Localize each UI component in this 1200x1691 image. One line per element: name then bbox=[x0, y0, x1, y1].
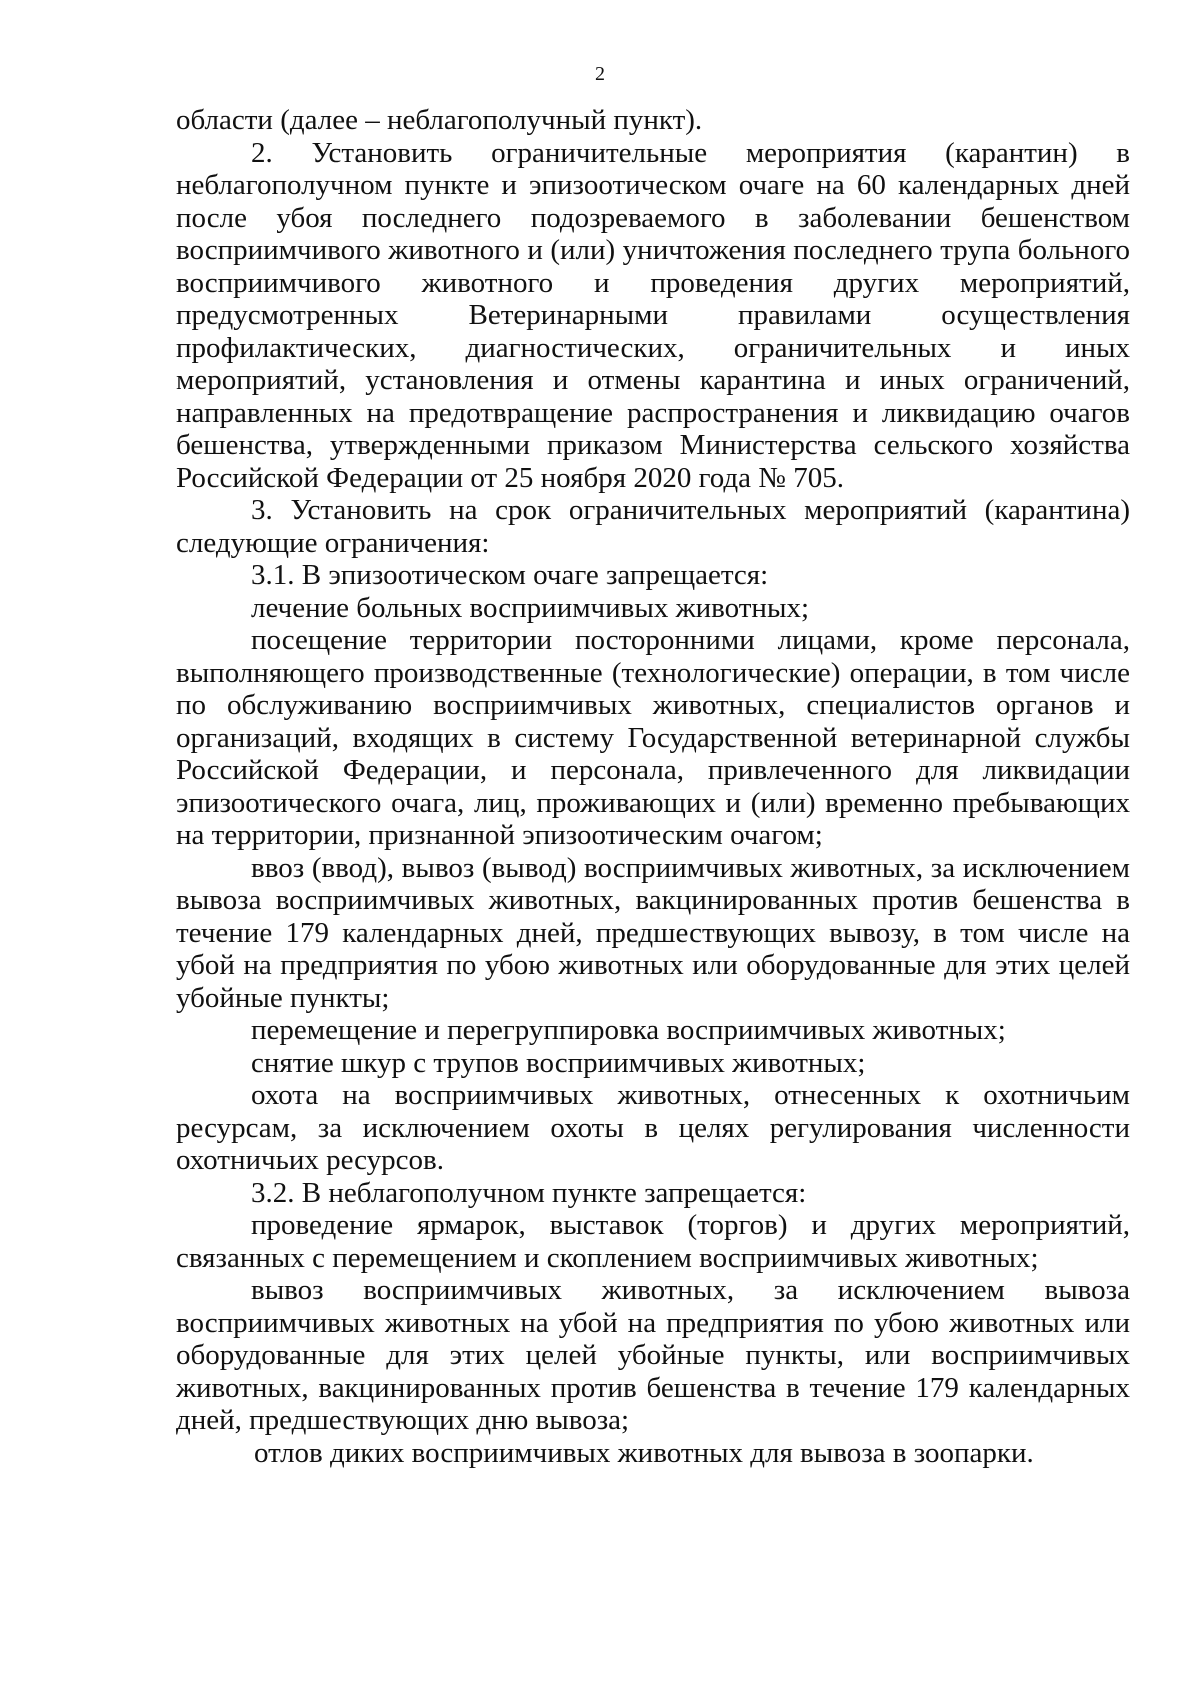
paragraph-restriction: снятие шкур с трупов восприимчивых животных; bbox=[251, 1046, 866, 1079]
paragraph-item-3-1-heading: 3.1. В эпизоотическом очаге запрещается: bbox=[251, 559, 769, 591]
paragraph-restriction: перемещение и перегруппировка восприимчивых животных; bbox=[251, 1014, 1006, 1046]
page-number: 2 bbox=[595, 63, 605, 85]
paragraph-restriction: лечение больных восприимчивых животных; bbox=[251, 591, 809, 624]
paragraph-item-3-2-heading: 3.2. В неблагополучном пункте запрещается: bbox=[251, 1176, 807, 1209]
paragraph-restriction: посещение территории посторонними лицами, кроме персонала, выполняющего производственные (технологические) операции, в том числе по обслуживанию восприимчивых животных, специалистов органов и организаций, входящих в систему Государственной ветеринарной службы Российской Федерации, и персонала, привлеченного для ликвидации эпизоотического очага, лиц, проживающих и (или) временно пребывающих на территории, признанной эпизоотическим очагом; bbox=[176, 624, 1130, 851]
paragraph-restriction: проведение ярмарок, выставок (торгов) и других мероприятий, связанных с перемещением и скоплением восприимчивых животных; bbox=[176, 1209, 1130, 1274]
paragraph-restriction: охота на восприимчивых животных, отнесенных к охотничьим ресурсам, за исключением охоты в целях регулирования численности охотничьих ресурсов. bbox=[176, 1079, 1130, 1176]
paragraph-continuation: области (далее – неблагополучный пункт). bbox=[176, 104, 703, 136]
paragraph-restriction: отлов диких восприимчивых животных для вывоза в зоопарки. bbox=[254, 1436, 1034, 1469]
paragraph-item-2: 2. Установить ограничительные мероприятия (карантин) в неблагополучном пункте и эпизоотическом очаге на 60 календарных дней после убоя последнего подозреваемого в заболевании бешенством восприимчивого животного и (или) уничтожения последнего трупа больного восприимчивого животного и проведения других мероприятий, предусмотренных Ветеринарными правилами осуществления профилактических, диагностических, ограничительных и иных мероприятий, установления и отмены карантина и иных ограничений, направленных на предотвращение распространения и ликвидацию очагов бешенства, утвержденными приказом Министерства сельского хозяйства Российской Федерации от 25 ноября 2020 года № 705. bbox=[176, 136, 1130, 494]
document-body bbox=[176, 104, 1130, 1469]
paragraph-restriction: вывоз восприимчивых животных, за исключением вывоза восприимчивых животных на убой на предприятия по убою животных или оборудованные для этих целей убойные пункты, или восприимчивых животных, вакцинированных против бешенства в течение 179 календарных дней, предшествующих дню вывоза; bbox=[176, 1274, 1130, 1436]
paragraph-restriction: ввоз (ввод), вывоз (вывод) восприимчивых животных, за исключением вывоза восприимчивых животных, вакцинированных против бешенства в течение 179 календарных дней, предшествующих вывозу, в том числе на убой на предприятия по убою животных или оборудованные для этих целей убойные пункты; bbox=[176, 851, 1130, 1014]
paragraph-item-3: 3. Установить на срок ограничительных мероприятий (карантина) следующие ограничения: bbox=[176, 494, 1130, 559]
